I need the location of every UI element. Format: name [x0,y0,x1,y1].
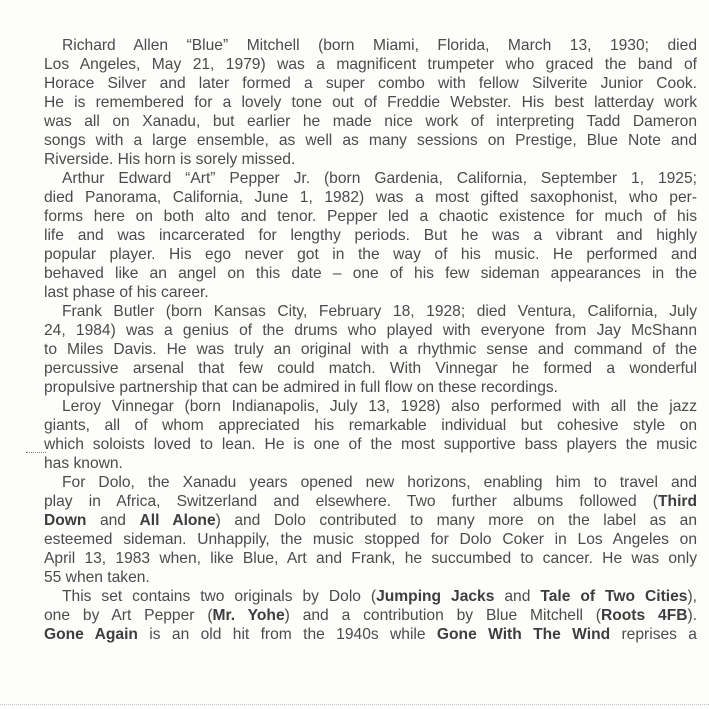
text-line [44,435,697,454]
body-text: April 13, 1983 when, like Blue, Art and Frank, he succumbed to cancer. He was only [44,550,697,567]
body-text: play in Africa, Switzerland and elsewhere. Two further albums followed ( [44,493,659,510]
text-line [44,587,697,606]
body-text: percussive arsenal that few could match. With Vinnegar he formed a wonderful [44,360,697,377]
liner-notes-text [44,36,697,644]
title-text: Third [658,493,697,510]
text-line [44,55,697,74]
paragraph [44,169,697,302]
body-text: last phase of his career. [44,284,209,301]
body-text: ). [687,607,698,624]
title-text: Mr. Yohe [212,607,285,624]
body-text: Arthur Edward “Art” Pepper Jr. (born Gardenia, California, September 1, 1925; [62,170,697,187]
title-text: Gone With The Wind [436,626,611,643]
body-text: forms here on both alto and tenor. Pepper led a chaotic existence for much of his [44,208,697,225]
body-text: and [86,512,140,529]
body-text: died Panorama, California, June 1, 1982) was a most gifted saxophonist, who per- [44,189,697,206]
body-text: Richard Allen “Blue” Mitchell (born Miami, Florida, March 13, 1930; died [62,37,697,54]
body-text: ), [687,588,697,605]
paragraph [44,36,697,169]
text-line [44,625,697,644]
body-text: songs with a large ensemble, as well as many sessions on Prestige, Blue Note and [44,132,697,149]
body-text: giants, all of whom appreciated his remarkable individual but cohesive style on [44,417,697,434]
body-text: ) and a contribution by Blue Mitchell ( [284,607,601,624]
body-text: was all on Xanadu, but earlier he made nice work of interpreting Tadd Dameron [44,113,697,130]
text-line [44,188,697,207]
text-line [44,131,697,150]
body-text: 24, 1984) was a genius of the drums who played with everyone from Jay McShann [44,322,697,339]
body-text: has known. [44,455,123,472]
text-line [44,321,697,340]
paragraph [44,587,697,644]
text-line [44,416,697,435]
body-text: reprises a [610,626,697,643]
paragraph [44,473,697,587]
body-text: esteemed sideman. Unhappily, the music stopped for Dolo Coker in Los Angeles on [44,531,697,548]
text-line [44,397,697,416]
text-line [44,150,697,169]
text-line [44,530,697,549]
body-text: Frank Butler (born Kansas City, February 18, 1928; died Ventura, California, July [62,303,697,320]
body-text: He is remembered for a lovely tone out of Freddie Webster. His best latterday work [44,94,697,111]
body-text: 55 when taken. [44,569,150,586]
text-line [44,302,697,321]
text-line [44,511,697,530]
text-line [44,606,697,625]
text-line [44,74,697,93]
body-text: one by Art Pepper ( [44,607,213,624]
paragraph [44,302,697,397]
body-text: life and was incarcerated for lengthy periods. But he was a vibrant and highly [44,227,697,244]
body-text: which soloists loved to lean. He is one of the most supportive bass players the music [44,436,697,453]
text-line [44,549,697,568]
text-line [44,492,697,511]
text-line [44,283,697,302]
title-text: All Alone [139,512,216,529]
text-line [44,226,697,245]
body-text: Horace Silver and later formed a super combo with fellow Silverite Junior Cook. [44,75,697,92]
body-text: For Dolo, the Xanadu years opened new horizons, enabling him to travel and [62,474,697,491]
text-line [44,245,697,264]
scan-mark [26,452,46,455]
body-text: propulsive partnership that can be admired in full flow on these recordings. [44,379,559,396]
text-line [44,359,697,378]
text-line [44,264,697,283]
title-text: Down [44,512,87,529]
body-text: popular player. His ego never got in the way of his music. He performed and [44,246,697,263]
body-text: Los Angeles, May 21, 1979) was a magnificent trumpeter who graced the band of [44,56,697,73]
body-text: Riverside. His horn is sorely missed. [44,151,296,168]
text-line [44,169,697,188]
text-line [44,36,697,55]
paragraph [44,397,697,473]
text-line [44,340,697,359]
text-line [44,378,697,397]
body-text: is an old hit from the 1940s while [137,626,437,643]
body-text: and [494,588,541,605]
body-text: behaved like an angel on this date – one of his few sideman appearances in the [44,265,697,282]
title-text: Jumping Jacks [376,588,495,605]
title-text: Gone Again [44,626,138,643]
text-line [44,473,697,492]
text-line [44,568,697,587]
text-line [44,207,697,226]
body-text: Leroy Vinnegar (born Indianapolis, July 13, 1928) also performed with all the jazz [62,398,697,415]
page-edge [0,704,709,706]
text-line [44,93,697,112]
body-text: This set contains two originals by Dolo ( [62,588,377,605]
title-text: Tale of Two Cities [540,588,688,605]
title-text: Roots 4FB [600,607,688,624]
body-text: to Miles Davis. He was truly an original with a rhythmic sense and command of the [44,341,697,358]
body-text: ) and Dolo contributed to many more on the label as an [215,512,697,529]
text-line [44,112,697,131]
text-line [44,454,697,473]
